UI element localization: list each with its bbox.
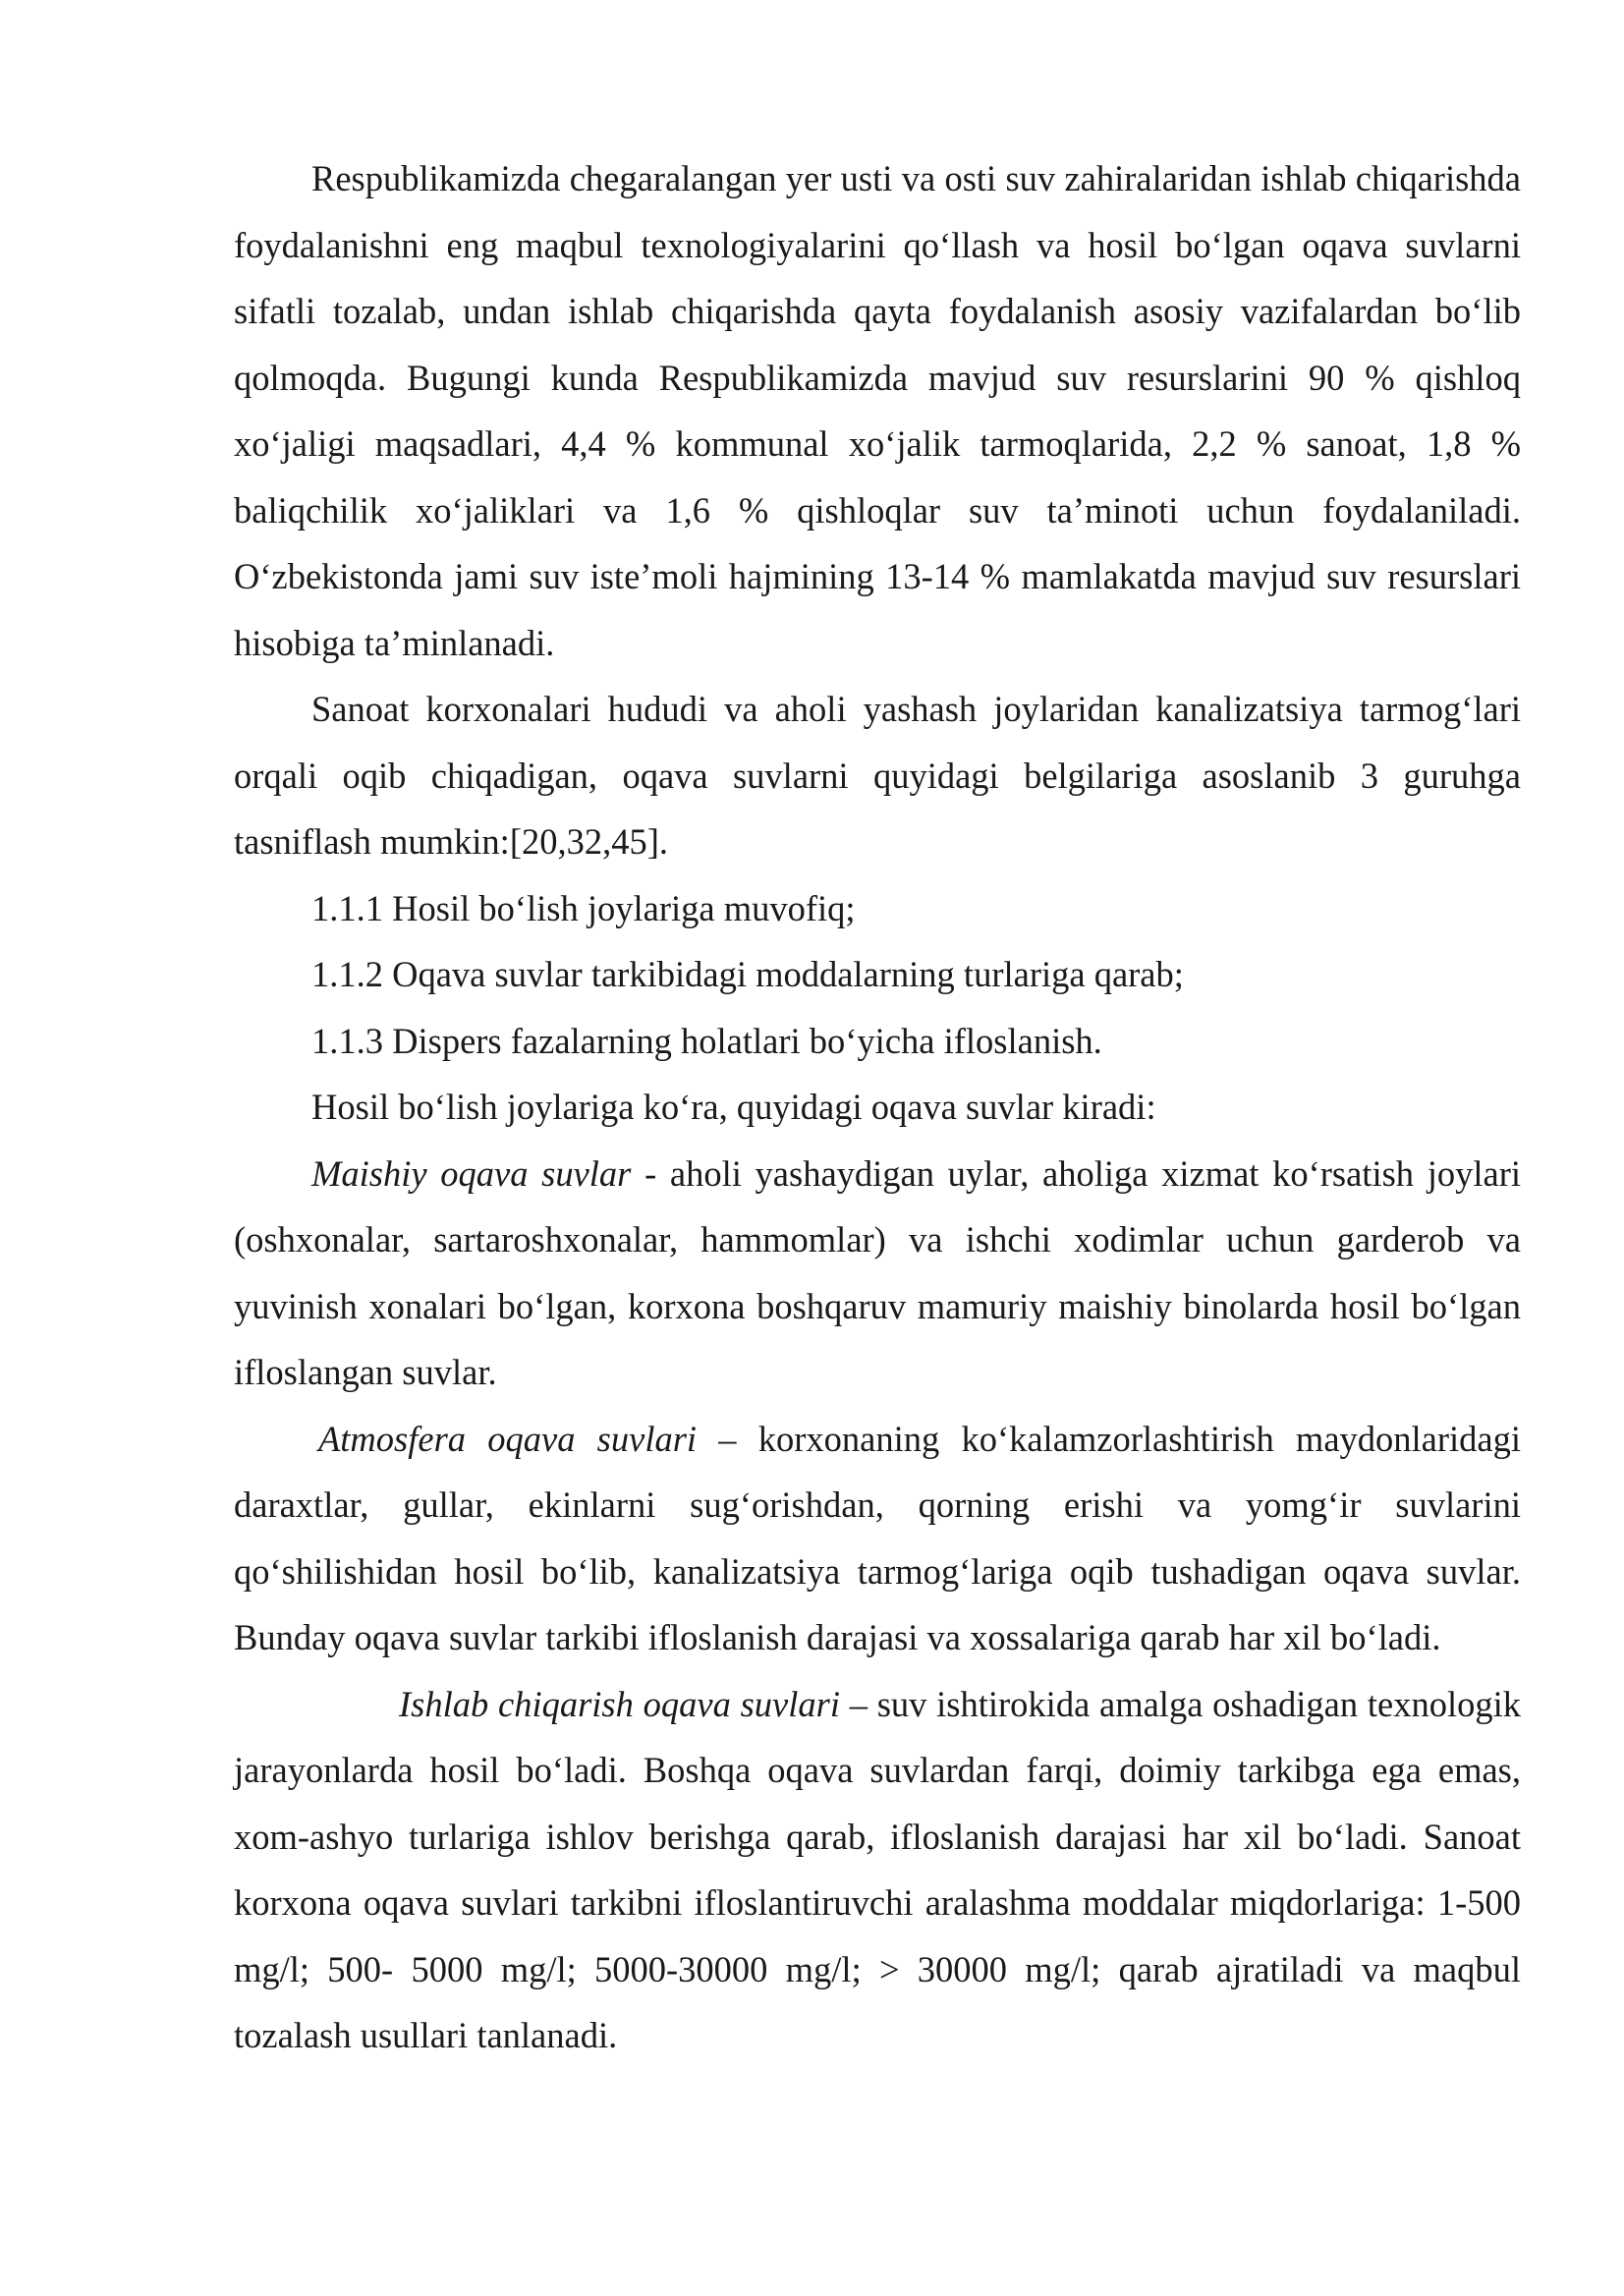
paragraph-domestic-wastewater (234, 1141, 1521, 1406)
term-atmospheric-wastewater: Atmosfera oqava suvlari (318, 1418, 698, 1459)
paragraph-water-resources: Respublikamizda chegaralangan yer usti va osti suv zahiralaridan ishlab chiqarishda foydalanishni eng maqbul texnologiyalarini qo‘llash va hosil bo‘lgan oqava suvlarni sifatli tozalab, undan ishlab chiqarishda qayta foydalanish asosiy vazifalardan bo‘lib qolmoqda. Bugungi kunda Respublikamizda mavjud suv resurslarini 90 % qishloq xo‘jaligi maqsadlari, 4,4 % kommunal xo‘jalik tarmoqlarida, 2,2 % sanoat, 1,8 % baliqchilik xo‘jaliklari va 1,6 % qishloqlar suv ta’minoti uchun foydalaniladi. O‘zbekistonda jami suv iste’moli hajmining 13-14 % mamlakatda mavjud suv resurslari hisobiga ta’minlanadi. (234, 158, 1521, 663)
term-industrial-wastewater: Ishlab chiqarish oqava suvlari (399, 1683, 840, 1724)
list-item-1-1-3: 1.1.3 Dispers fazalarning holatlari bo‘yicha ifloslanish. (311, 1020, 1102, 1061)
definition-atmospheric-wastewater: – korxonaning ko‘kalamzorlashtirish maydonlaridagi daraxtlar, gullar, ekinlarni sug‘orishdan, qorning erishi va yomg‘ir suvlarini qo‘shilishidan hosil bo‘lib, kanalizatsiya tarmog‘lariga oqib tushadigan oqava suvlar. Bunday oqava suvlar tarkibi ifloslanish darajasi va xossalariga qarab har xil bo‘ladi. (234, 1418, 1521, 1657)
paragraph-classification-intro: Sanoat korxonalari hududi va aholi yashash joylaridan kanalizatsiya tarmog‘lari orqali oqib chiqadigan, oqava suvlarni quyidagi belgilariga asoslanib 3 guruhga tasniflash mumkin:[20,32,45]. (234, 689, 1521, 862)
paragraph-origin-types-intro: Hosil bo‘lish joylariga ko‘ra, quyidagi oqava suvlar kiradi: (311, 1087, 1156, 1127)
list-item-1-1-1: 1.1.1 Hosil bo‘lish joylariga muvofiq; (311, 887, 856, 928)
definition-industrial-wastewater: – suv ishtirokida amalga oshadigan texnologik jarayonlarda hosil bo‘ladi. Boshqa oqava suvlardan farqi, doimiy tarkibga ega emas, xom-ashyo turlariga ishlov berishga qarab, ifloslanish darajasi har xil bo‘ladi. Sanoat korxona oqava suvlari tarkibni ifloslantiruvchi aralashma moddalar miqdorlariga: 1-500 mg/l; 500- 5000 mg/l; 5000-30000 mg/l; > 30000 mg/l; qarab ajratiladi va maqbul tozalash usullari tanlanadi. (234, 1683, 1521, 2055)
paragraph-atmospheric-wastewater (234, 1406, 1521, 1671)
definition-domestic-wastewater: - aholi yashaydigan uylar, aholiga xizmat ko‘rsatish joylari (oshxonalar, sartaroshxonalar, hammomlar) va ishchi xodimlar uchun garderob va yuvinish xonalari bo‘lgan, korxona boshqaruv mamuriy maishiy binolarda hosil bo‘lgan ifloslangan suvlar. (234, 1152, 1521, 1392)
paragraph-industrial-wastewater (234, 1671, 1521, 2069)
document-body (234, 145, 1521, 2069)
list-item-1-1-2: 1.1.2 Oqava suvlar tarkibidagi moddalarning turlariga qarab; (311, 954, 1184, 994)
term-domestic-wastewater: Maishiy oqava suvlar (311, 1152, 632, 1194)
